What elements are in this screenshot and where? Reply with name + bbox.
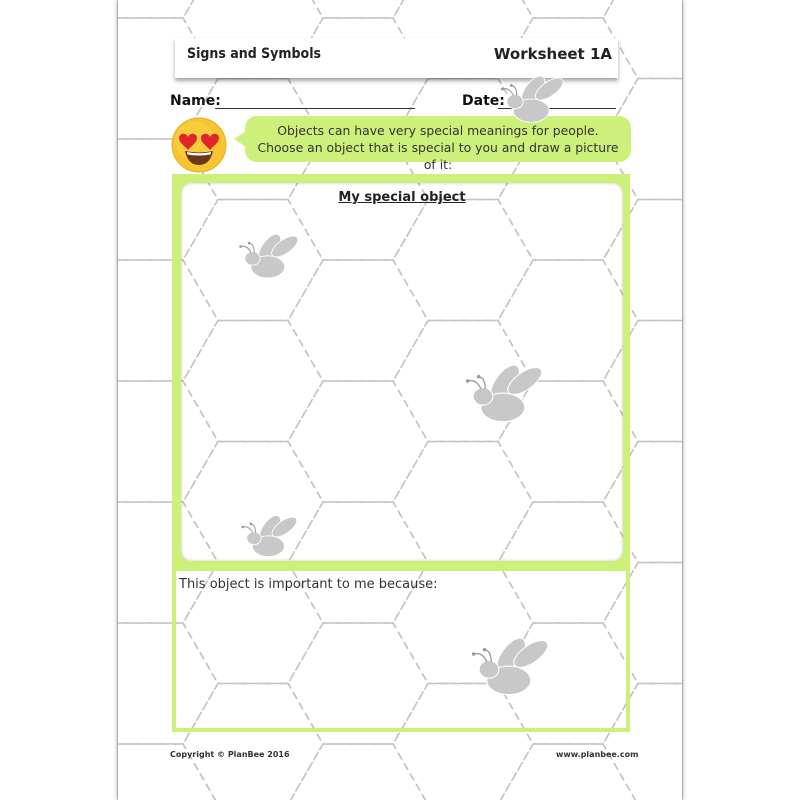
website-text: www.planbee.com <box>556 750 639 759</box>
worksheet-page <box>118 0 682 800</box>
bee-icon <box>242 512 300 557</box>
drawing-heading: My special object <box>338 190 466 205</box>
date-label: Date: <box>462 93 505 109</box>
worksheet-number: Worksheet 1A <box>493 45 612 63</box>
bee-icon <box>501 72 567 122</box>
worksheet-title: Signs and Symbols <box>187 46 322 62</box>
reason-label: This object is important to me because: <box>179 577 438 592</box>
bee-icon <box>466 360 546 421</box>
bee-icon <box>472 633 552 694</box>
bee-icon <box>239 231 301 278</box>
instruction-text: Objects can have very special meanings for people. Choose an object that is special to you and draw a picture of it: <box>257 123 619 172</box>
name-label: Name: <box>170 93 221 109</box>
copyright-text: Copyright © PlanBee 2016 <box>170 750 290 759</box>
bee-decorations <box>118 0 682 800</box>
